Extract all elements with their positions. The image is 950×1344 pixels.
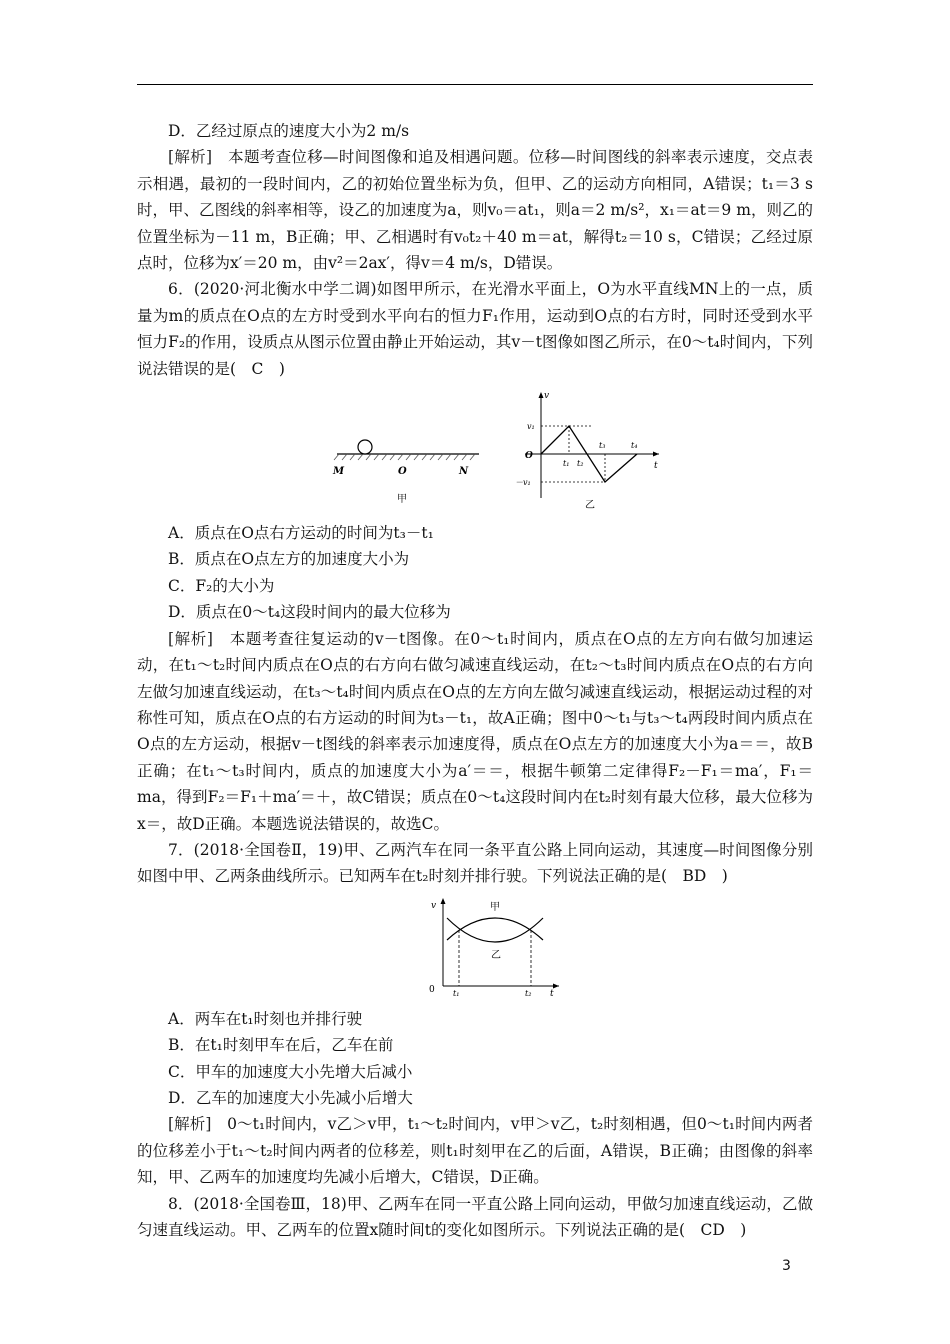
q6-figure-b	[511, 386, 671, 512]
tick-t3: t₃	[599, 441, 606, 451]
q6-option-c: C．F₂的大小为	[168, 576, 275, 595]
q7-option-c: C．甲车的加速度大小先增大后减小	[168, 1062, 413, 1081]
q5-option-d: D．乙经过原点的速度大小为2 m/s	[168, 122, 410, 140]
q7-analysis	[137, 1111, 813, 1190]
analysis-tag: [解析]	[168, 1115, 212, 1134]
q6-analysis-text: 本题考查往复运动的v－t图像。在0～t₁时间内，质点在O点的左方向右做匀加速运动，在t₁～t₂时间内质点在O点的右方向右做匀减速直线运动，在t₂～t₃时间内质点在O点的右方向左做匀加速直线运动，在t₃～t₄时间内质点在O点的左方向左做匀减速直线运动，根据运动过程的对称性可知，质点在O点的右方运动的时间为t₃－t₁，故A正确；图中0～t₁与t₃～t₄两段时间内质点在O点的左方运动，根据v－t图线的斜率表示加速度得，质点在O点左方的加速度大小为a＝＝，故B正确；在t₁～t₃时间内，质点的加速度大小为a′＝＝，根据牛顿第二定律得F₂－F₁＝ma′，F₁＝ma，得到F₂＝F₁＋ma′＝＋，故C错误；质点在0～t₄这段时间内在t₂时刻有最大位移，最大位移为x＝，故D正确。本题选说法错误的，故选C。	[137, 629, 813, 833]
origin-o: O	[525, 451, 533, 462]
axis-label-t: t	[550, 988, 554, 996]
analysis-tag: [解析]	[168, 629, 213, 648]
caption-yi: 乙	[585, 500, 595, 512]
q7-option-d: D．乙车的加速度大小先减小后增大	[168, 1088, 413, 1107]
q6-stem: 6．(2020·河北衡水中学二调)如图甲所示，在光滑水平面上，O为水平直线MN上的一点，质量为m的质点在O点的左方时受到水平向右的恒力F₁作用，运动到O点的右方时，同时还受到水平恒力F₂的作用，设质点从图示位置由静止开始运动，其v－t图像如图乙所示，在0～t₄时间内，下列说法错误的是( C )	[137, 280, 813, 378]
tick-t1: t₁	[563, 459, 570, 469]
q7-figure	[417, 896, 567, 996]
caption-jia: 甲	[397, 494, 407, 506]
q7-option-a: A．两车在t₁时刻也并排行驶	[168, 1009, 363, 1028]
q7-analysis-text: 0～t₁时间内，v乙＞v甲，t₁～t₂时间内，v甲＞v乙，t₂时刻相遇，但0～t₁时间内两者的位移差小于t₁～t₂时间内两者的位移差，则t₁时刻甲在乙的后面，A错误，B正确；由图像的斜率知，甲、乙两车的加速度均先减小后增大，C错误，D正确。	[137, 1115, 813, 1187]
label-neg-v1: －v₁	[515, 478, 531, 488]
q6-option-a: A．质点在O点右方运动的时间为t₃－t₁	[168, 524, 434, 543]
page-number: 3	[782, 1258, 791, 1274]
tick-t2: t₂	[525, 988, 532, 996]
label-yi: 乙	[491, 949, 501, 961]
q7-stem: 7．(2018·全国卷Ⅱ，19)甲、乙两汽车在同一条平直公路上同向运动，其速度—时间图像分别如图中甲、乙两条曲线所示。已知两车在t₂时刻并排行驶。下列说法正确的是( BD )	[137, 840, 813, 886]
header-rule	[137, 84, 813, 85]
curve-jia	[447, 918, 543, 940]
axis-label-v: v	[431, 900, 437, 911]
page-content	[137, 118, 813, 1243]
q8-stem: 8．(2018·全国卷Ⅲ，18)甲、乙两车在同一平直公路上同向运动，甲做匀加速直线运动，乙做匀速直线运动。甲、乙两车的位置x随时间t的变化如图所示。下列说法正确的是( CD )	[137, 1194, 813, 1239]
q6-figures	[137, 386, 813, 512]
axis-label-v: v	[544, 391, 550, 402]
tick-t2: t₂	[577, 459, 584, 469]
label-jia: 甲	[490, 901, 500, 913]
q7-figure-wrap	[137, 892, 813, 1000]
label-m: M	[333, 466, 345, 478]
mass-ball	[358, 440, 372, 454]
origin-0: 0	[429, 984, 435, 995]
q6-analysis	[137, 626, 813, 837]
tick-t1: t₁	[453, 988, 460, 996]
curve-yi	[447, 918, 543, 942]
tick-t4: t₄	[631, 441, 638, 451]
q6-option-d: D．质点在0～t₄这段时间内的最大位移为	[168, 603, 451, 622]
q5-analysis	[137, 144, 813, 276]
axis-label-t: t	[654, 461, 658, 472]
label-o: O	[398, 466, 407, 478]
q6-figure-a	[329, 430, 489, 510]
q6-option-b: B．质点在O点左方的加速度大小为	[168, 550, 410, 569]
q5-analysis-text: 本题考查位移—时间图像和追及相遇问题。位移—时间图线的斜率表示速度，交点表示相遇，最初的一段时间内，乙的初始位置坐标为负，但甲、乙的运动方向相同，A错误；t₁＝3 s时，甲、乙图线的斜率相等，设乙的加速度为a，则v₀＝at₁，则a＝2 m/s²，x₁＝at＝9 m，则乙的位置坐标为－11 m，B正确；甲、乙相遇时有v₀t₂＋40 m＝at，解得t₂＝10 s，C错误；乙经过原点时，位移为x′＝20 m，由v²＝2ax′，得v＝4 m/s，D错误。	[137, 148, 813, 273]
analysis-tag: [解析]	[168, 148, 213, 167]
q7-option-b: B．在t₁时刻甲车在后，乙车在前	[168, 1036, 394, 1055]
label-v1: v₁	[527, 422, 535, 432]
label-n: N	[459, 466, 469, 478]
